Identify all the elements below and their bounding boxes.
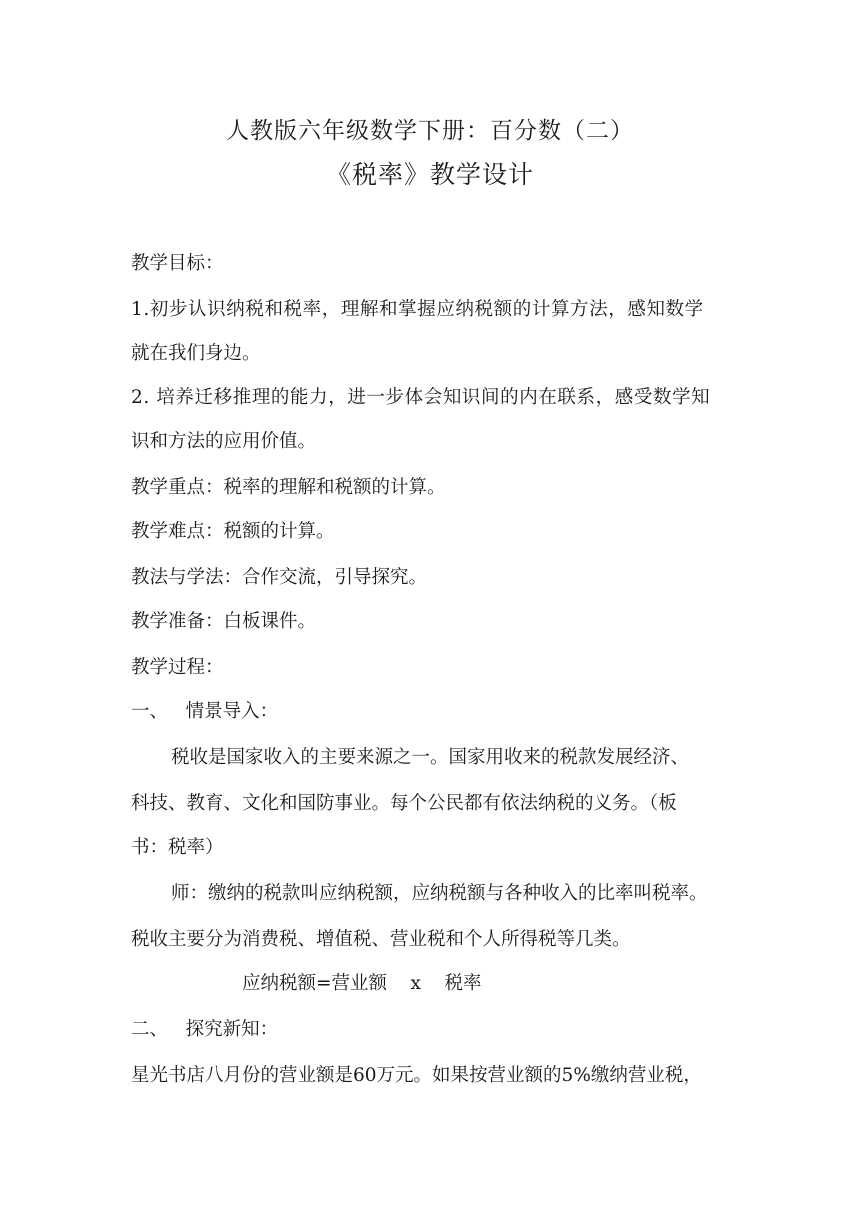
paragraph-line: 税收是国家收入的主要来源之一。国家用收来的税款发展经济、 xyxy=(171,747,690,768)
paragraph-line: 识和方法的应用价值。 xyxy=(131,431,317,452)
paragraph-line: 星光书店八月份的营业额是60万元。如果按营业额的5%缴纳营业税， xyxy=(131,1065,702,1086)
method-line: 教法与学法：合作交流，引导探究。 xyxy=(131,567,428,588)
preparation-line: 教学准备：白板课件。 xyxy=(131,611,317,632)
formula-line: 应纳税额=营业额 x 税率 xyxy=(242,973,482,994)
document-subtitle: 《税率》教学设计 xyxy=(325,160,534,189)
paragraph-line: 1.初步认识纳税和税率，理解和掌握应纳税额的计算方法，感知数学 xyxy=(131,299,704,320)
paragraph-line: 税收主要分为消费税、增值税、营业税和个人所得税等几类。 xyxy=(131,929,631,950)
section-heading-objectives: 教学目标： xyxy=(131,253,224,274)
paragraph-line: 2. 培养迁移推理的能力，进一步体会知识间的内在联系，感受数学知 xyxy=(131,387,711,408)
paragraph-line: 书：税率） xyxy=(131,837,224,858)
paragraph-line: 科技、教育、文化和国防事业。每个公民都有依法纳税的义务。（板 xyxy=(131,793,677,814)
section-heading-intro: 一、 情景导入： xyxy=(131,701,279,722)
key-point-line: 教学重点：税率的理解和税额的计算。 xyxy=(131,477,446,498)
paragraph-line: 就在我们身边。 xyxy=(131,343,261,364)
section-heading-process: 教学过程： xyxy=(131,657,224,678)
section-heading-explore: 二、 探究新知： xyxy=(131,1019,279,1040)
difficulty-line: 教学难点：税额的计算。 xyxy=(131,521,335,542)
paragraph-line: 师：缴纳的税款叫应纳税额，应纳税额与各种收入的比率叫税率。 xyxy=(171,883,708,904)
document-title: 人教版六年级数学下册：百分数（二） xyxy=(226,118,634,144)
